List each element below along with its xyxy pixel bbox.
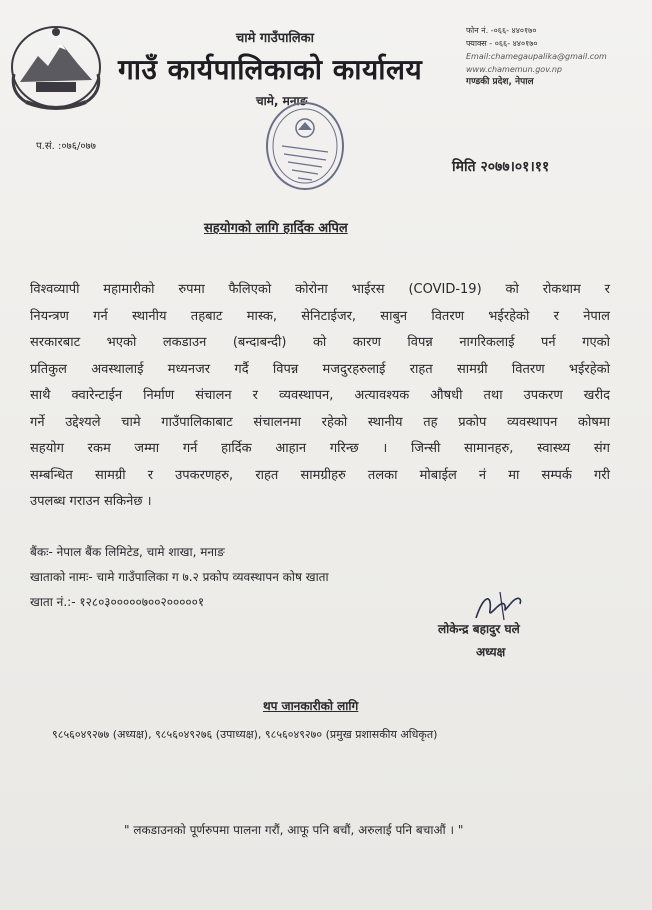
contact-block [466, 24, 607, 89]
account-name: खाताको नामः- चामे गाउँपालिका ग ७.२ प्रकोप व्यवस्थापन कोष खाता [30, 570, 329, 584]
province-name: गण्डकी प्रदेश, नेपाल [466, 77, 534, 87]
website-url: www.chamemun.gov.np [466, 65, 562, 74]
letter-body [30, 279, 610, 518]
body-line: सरकारबाट भएको लकडाउन (बन्दाबन्दी) को कारण विपन्न नागरिकलाई पर्न गएको [30, 335, 610, 350]
municipality-name: चामे गाउँपालिका [236, 31, 315, 46]
signatory-name: लोकेन्द्र बहादुर घले [438, 622, 520, 636]
office-title: गाउँ कार्यपालिकाको कार्यालय [118, 53, 423, 86]
account-number: खाता नं.:- १२८०३०००००७००२०००००१ [30, 595, 205, 609]
bank-details [30, 540, 329, 615]
letter-subject: सहयोगको लागि हार्दिक अपिल [204, 221, 348, 236]
body-line: सम्बन्धित सामग्री र उपकरणहरु, राहत सामग्रीहरु तलका मोबाईल नं मा सम्पर्क गरी [30, 467, 610, 483]
reference-number: प.सं. :०७६/०७७ [36, 141, 96, 152]
body-line: गर्ने उद्देश्यले चामे गाउँपालिकाबाट संचालनमा रहेको स्थानीय तह प्रकोप व्यवस्थापन कोषमा [30, 414, 610, 430]
nepal-emblem-icon [6, 22, 106, 112]
signature [470, 590, 530, 624]
signatory-title: अध्यक्ष [476, 645, 506, 659]
body-line: प्रतिकुल अवस्थालाई मध्यनजर गर्दै विपन्न मजदुरहरुलाई राहत सामग्री वितरण भईरहेको [30, 361, 610, 377]
body-line: नियन्त्रण गर्न स्थानीय तहबाट मास्क, सेनिटाईजर, साबुन वितरण भईरहेको र नेपाल [30, 308, 610, 324]
body-line: विश्वव्यापी महामारीको रुपमा फैलिएको कोरोना भाईरस (COVID-19) को रोकथाम र [30, 282, 610, 297]
office-stamp [264, 100, 346, 192]
lockdown-slogan: " लकडाउनको पूर्णरुपमा पालना गरौं, आफू पनि बचौं, अरुलाई पनि बचाऔं । " [124, 823, 464, 837]
body-line: साथै क्वारेन्टाईन निर्माण संचालन र व्यवस्थापन, अत्यावश्यक औषधी तथा उपकरण खरीद [30, 388, 610, 403]
body-line: सहयोग रकम जम्मा गर्न हार्दिक आहान गरिन्छ । जिन्सी सामानहरु, स्वास्थ्य संग [30, 441, 610, 456]
body-line: उपलब्ध गराउन सकिनेछ । [30, 494, 152, 509]
fax-number: फ्याक्स - ०६६- ४४०१७० [466, 39, 538, 48]
office-place: चामे, मनाङ [256, 94, 308, 108]
bank-name: बैंकः- नेपाल बैंक लिमिटेड, चामे शाखा, मनाङ [30, 545, 225, 559]
more-info-heading: थप जानकारीको लागि [263, 699, 359, 713]
letter-date: मिति २०७७।०१।११ [452, 159, 550, 175]
contact-phones: ९८५६०४९२७७ (अध्यक्ष), ९८५६०४९२७६ (उपाध्यक्ष), ९८५६०४९२७० (प्रमुख प्रशासकीय अधिकृत) [52, 728, 438, 741]
email-address: Email:chamegaupalika@gmail.com [466, 52, 607, 61]
phone-number: फोन नं. -०६६- ४४०१७० [466, 26, 537, 35]
